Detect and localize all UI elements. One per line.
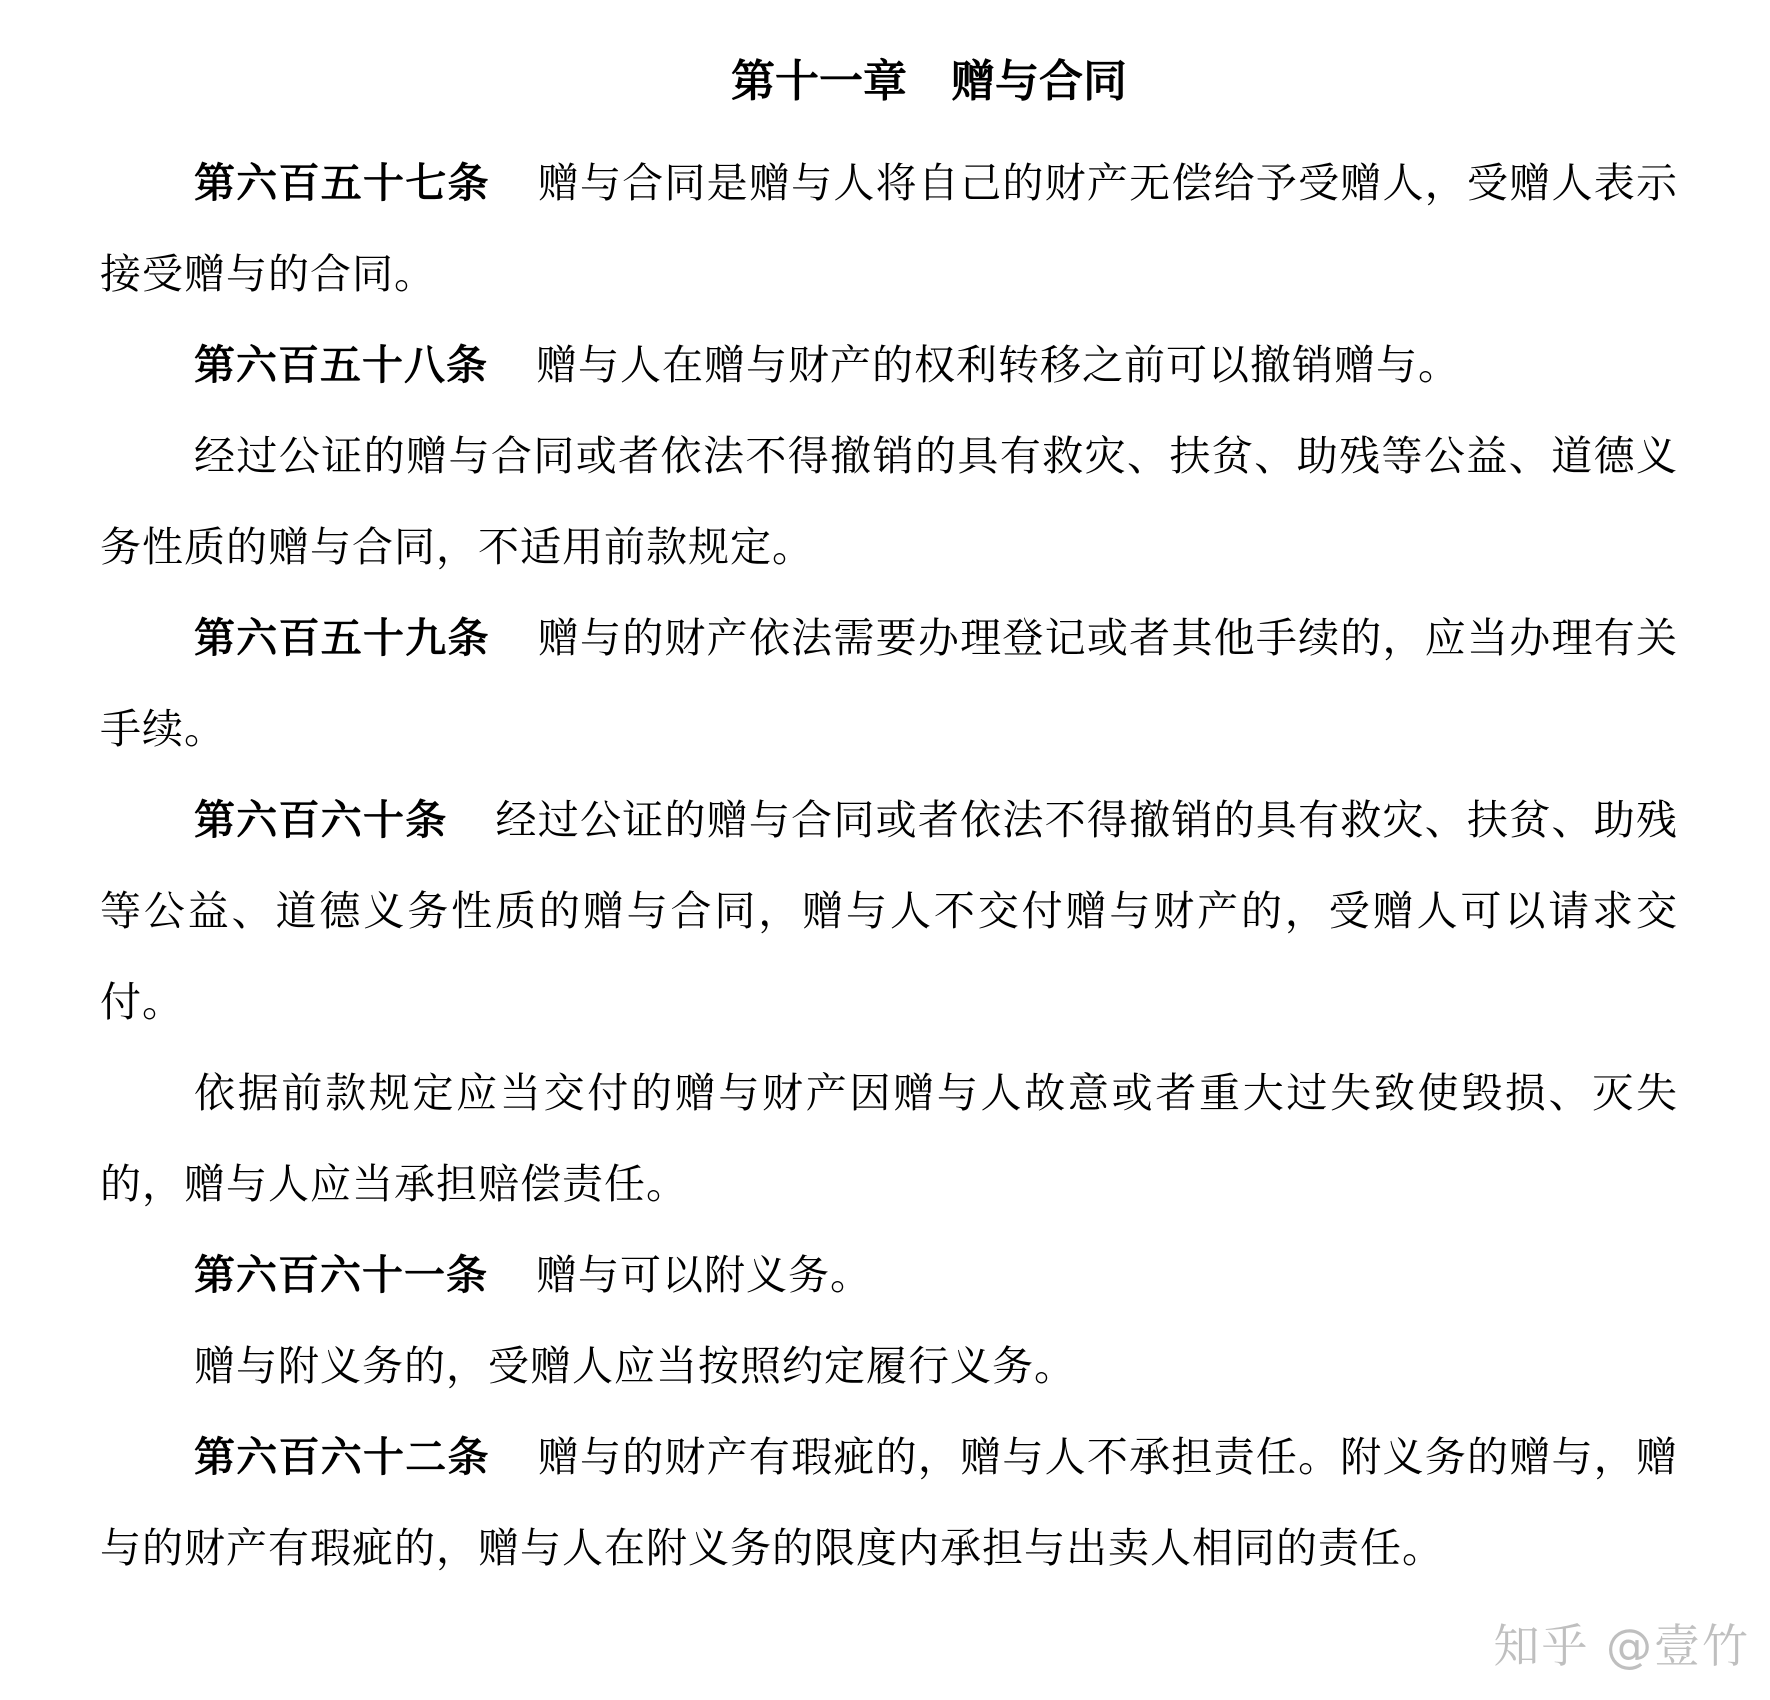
article-number: 第六百五十八条 — [194, 341, 488, 389]
article-text: 赠与可以附义务。 — [536, 1251, 872, 1299]
article-number: 第六百五十七条 — [194, 159, 490, 207]
article-text: 赠与合同是赠与人将自己的财产无偿给予受赠人，受赠人表示接受赠与的合同。 — [100, 159, 1679, 298]
paragraph-article-660 — [100, 775, 1678, 1048]
paragraph-article-658 — [100, 320, 1678, 411]
paragraph-continuation — [100, 1048, 1678, 1230]
paragraph-article-661 — [100, 1230, 1678, 1321]
paragraph-text: 赠与附义务的，受赠人应当按照约定履行义务。 — [194, 1342, 1076, 1390]
paragraph-article-657 — [100, 138, 1678, 320]
article-number: 第六百六十条 — [194, 796, 448, 844]
article-text: 赠与的财产有瑕疵的，赠与人不承担责任。附义务的赠与，赠与的财产有瑕疵的，赠与人在附义务的限度内承担与出卖人相同的责任。 — [100, 1433, 1679, 1572]
paragraph-text: 依据前款规定应当交付的赠与财产因赠与人故意或者重大过失致使毁损、灭失的，赠与人应当承担赔偿责任。 — [100, 1069, 1678, 1208]
paragraph-text: 经过公证的赠与合同或者依法不得撤销的具有救灾、扶贫、助残等公益、道德义务性质的赠与合同，不适用前款规定。 — [100, 432, 1678, 571]
article-number: 第六百六十一条 — [194, 1251, 488, 1299]
article-number: 第六百五十九条 — [194, 614, 490, 662]
paragraph-continuation — [100, 1321, 1678, 1412]
zhihu-watermark: 知乎 @壹竹 — [1493, 1619, 1750, 1673]
paragraph-continuation — [100, 411, 1678, 593]
paragraph-article-662 — [100, 1412, 1678, 1594]
article-text: 赠与人在赠与财产的权利转移之前可以撤销赠与。 — [536, 341, 1460, 389]
chapter-title: 第十一章 赠与合同 — [731, 56, 1127, 107]
paragraph-article-659 — [100, 593, 1678, 775]
article-text: 赠与的财产依法需要办理登记或者其他手续的，应当办理有关手续。 — [100, 614, 1679, 753]
article-number: 第六百六十二条 — [194, 1433, 490, 1481]
article-text: 经过公证的赠与合同或者依法不得撤销的具有救灾、扶贫、助残等公益、道德义务性质的赠与合同，赠与人不交付赠与财产的，受赠人可以请求交付。 — [100, 796, 1679, 1026]
